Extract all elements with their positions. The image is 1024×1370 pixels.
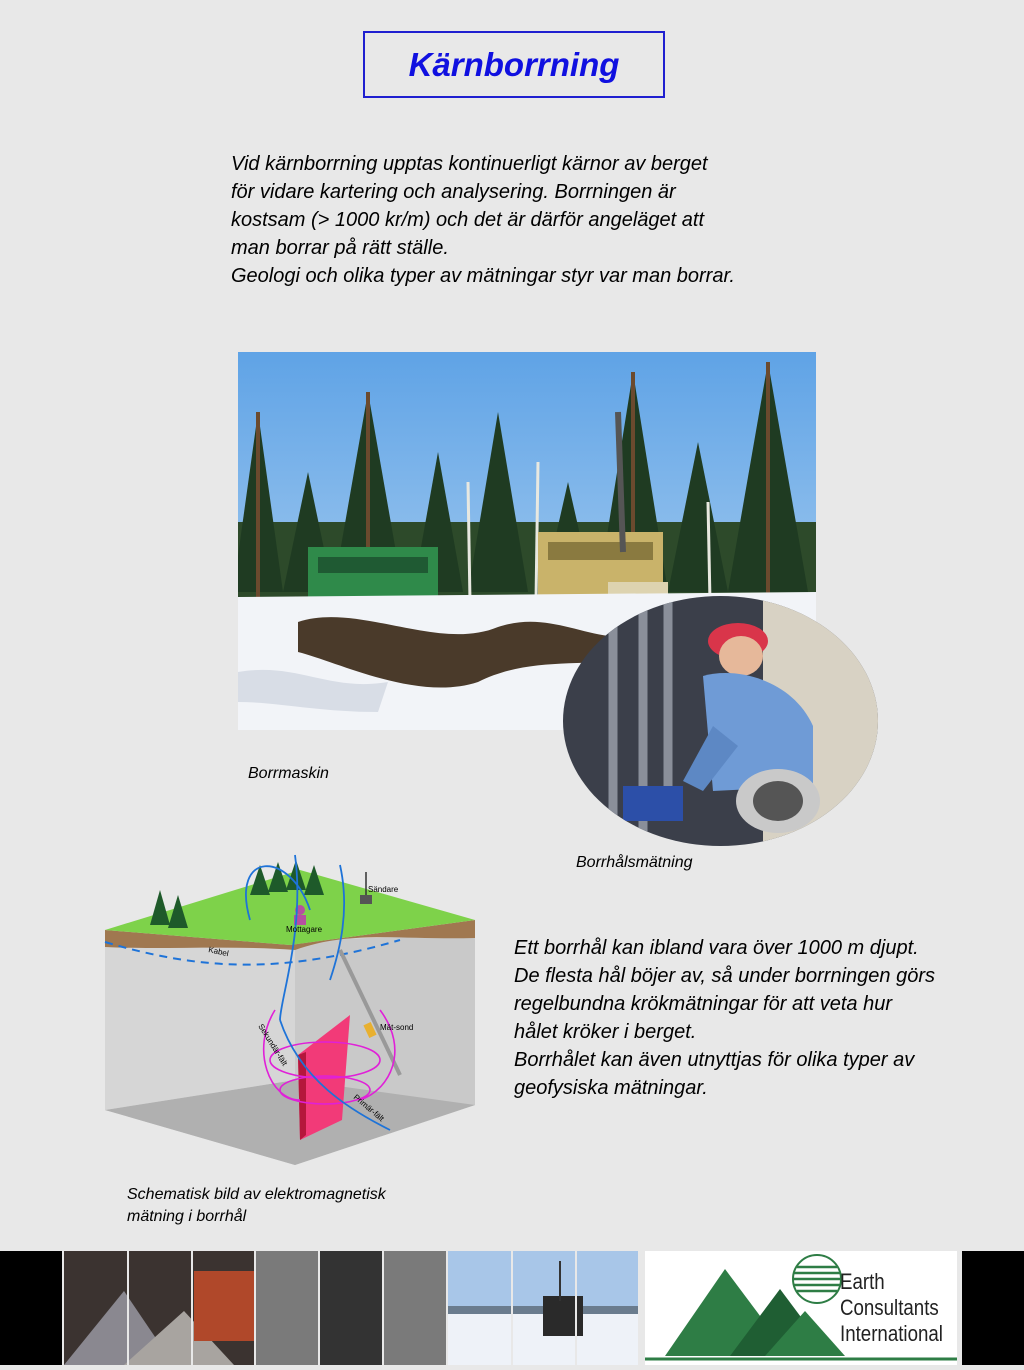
borehole-line: Borrhålet kan även utnyttjas för olika typer av xyxy=(514,1049,915,1071)
strip-gray-2 xyxy=(384,1251,446,1365)
schematic-caption xyxy=(127,1184,386,1228)
intro-line: Vid kärnborrning upptas kontinuerligt kärnor av berget xyxy=(231,153,708,175)
intro-paragraph xyxy=(231,150,735,290)
page-title: Kärnborrning xyxy=(408,45,620,83)
strip-dark-gray xyxy=(320,1251,382,1365)
title-box xyxy=(363,31,665,98)
borehole-line: regelbundna krökmätningar för att veta hur xyxy=(514,993,892,1015)
cable-label: Kabel xyxy=(207,945,230,959)
strip-gray-1 xyxy=(256,1251,318,1365)
logo-text xyxy=(840,1269,943,1347)
borehole-line: Ett borrhål kan ibland vara över 1000 m djupt. xyxy=(514,937,919,959)
intro-line: för vidare kartering och analysering. Borrningen är xyxy=(231,181,676,203)
borehole-line: geofysiska mätningar. xyxy=(514,1077,708,1099)
strip-black-right xyxy=(962,1251,1024,1365)
intro-line: kostsam (> 1000 kr/m) och det är därför angeläget att xyxy=(231,209,705,231)
intro-line: Geologi och olika typer av mätningar styr var man borrar. xyxy=(231,265,735,287)
logo-line: Earth xyxy=(840,1269,885,1294)
strip-photo-ice-drilling xyxy=(448,1251,638,1365)
receiver-label: Mottagare xyxy=(286,925,323,934)
em-schematic-diagram xyxy=(100,850,480,1170)
logo-line: International xyxy=(840,1321,943,1346)
schematic-caption-line: mätning i borrhål xyxy=(127,1208,247,1225)
strip-photo-mining xyxy=(64,1251,254,1365)
sender-label: Sändare xyxy=(368,885,399,894)
borehole-line: hålet kröker i berget. xyxy=(514,1021,697,1043)
intro-line: man borrar på rätt ställe. xyxy=(231,237,449,259)
borehole-line: De flesta hål böjer av, så under borrningen görs xyxy=(514,965,935,987)
drill-machine-caption: Borrmaskin xyxy=(248,765,329,782)
logo-line: Consultants xyxy=(840,1295,939,1320)
primary-field-label: Primär-fält xyxy=(351,1092,386,1124)
eci-logo xyxy=(645,1251,957,1365)
borehole-measurement-photo xyxy=(563,596,878,846)
probe-label: Mät-sond xyxy=(380,1023,414,1032)
strip-black-left xyxy=(0,1251,62,1365)
borehole-measurement-caption: Borrhålsmätning xyxy=(576,854,693,871)
borehole-paragraph xyxy=(514,934,935,1102)
schematic-caption-line: Schematisk bild av elektromagnetisk xyxy=(127,1186,386,1203)
secondary-field-label: Sekundär-fält xyxy=(256,1022,290,1068)
